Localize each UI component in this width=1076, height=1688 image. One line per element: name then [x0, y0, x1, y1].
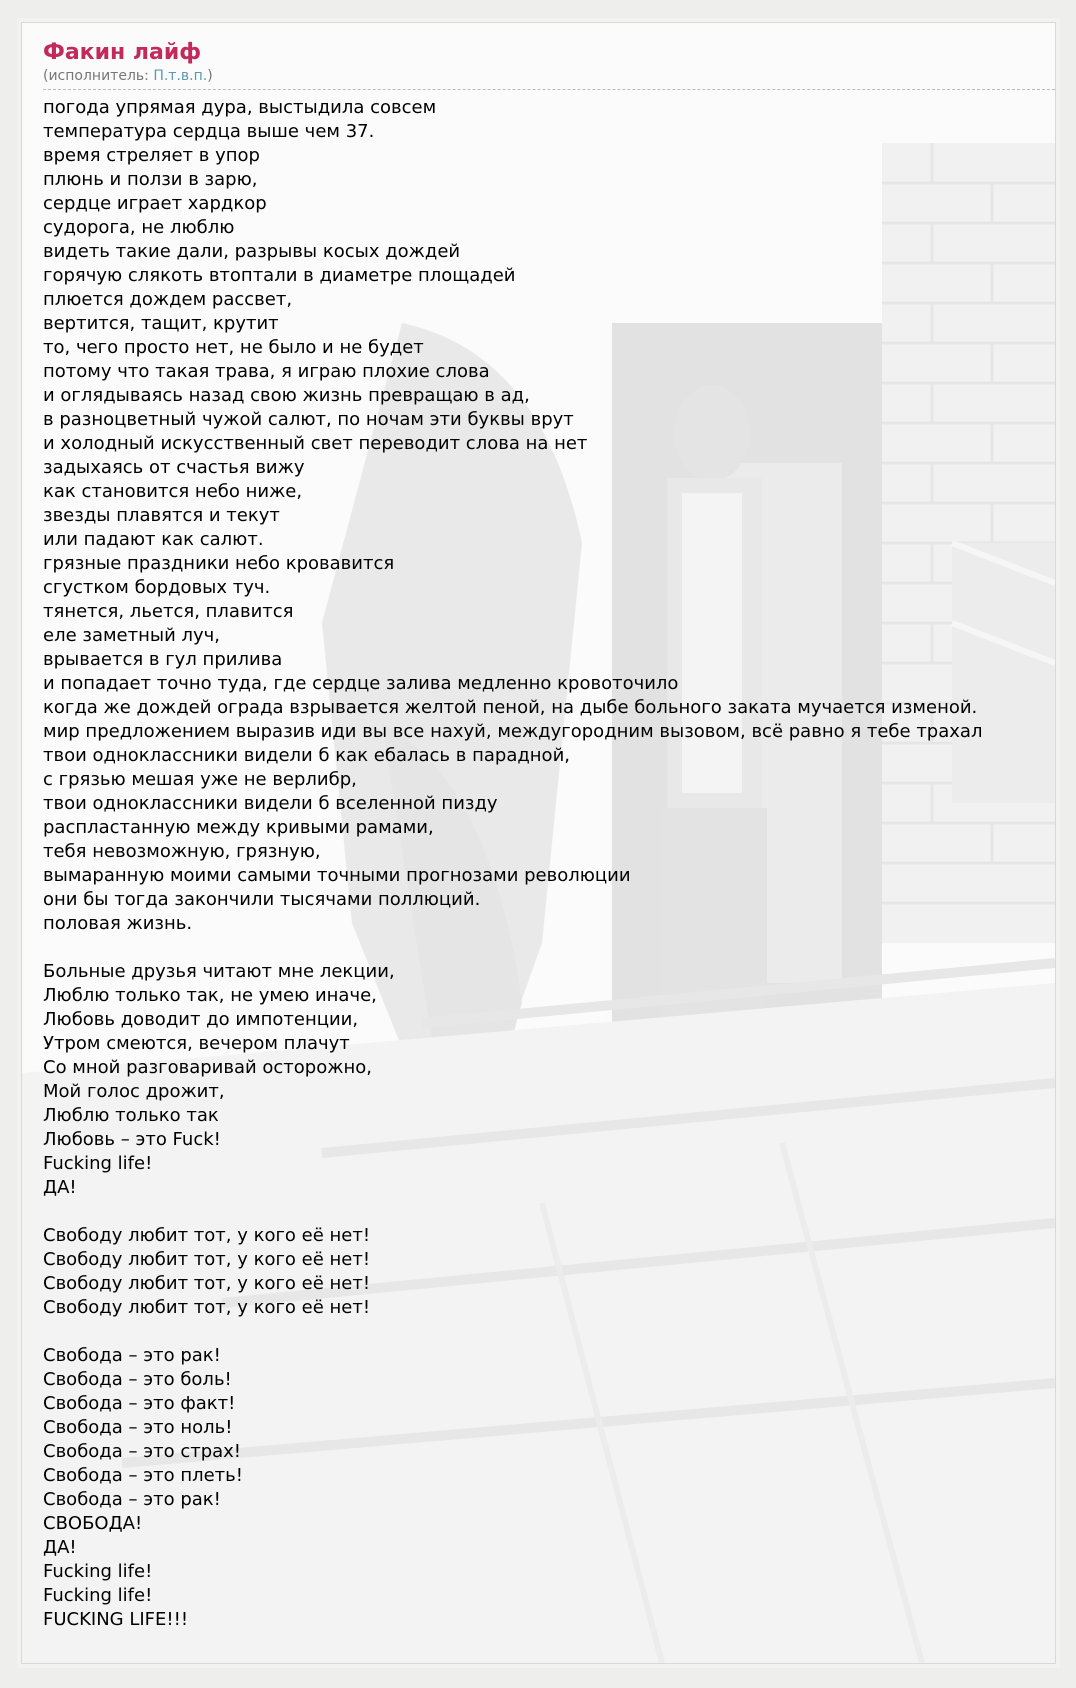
title-divider — [43, 89, 1055, 90]
performer-prefix: (исполнитель: — [43, 68, 154, 84]
lyrics-stanza-4: Свобода – это рак! Свобода – это боль! Свобода – это факт! Свобода – это ноль! Свобода – это страх! Свобода – это плеть! Свобода – это рак! СВОБОДА! ДА! Fucking life! Fucking life! FUCKING LIFE!!! — [43, 1345, 243, 1630]
lyrics-stanza-2: Больные друзья читают мне лекции, Люблю только так, не умею иначе, Любовь доводит до импотенции, Утром смеются, вечером плачут Со мной разговаривай осторожно, Мой голос дрожит, Люблю только так Любовь – это Fuck! Fucking life! ДА! — [43, 961, 395, 1198]
song-content — [43, 40, 1055, 1632]
stanza-gap — [43, 936, 1055, 960]
song-title: Факин лайф — [43, 40, 202, 65]
performer-line — [43, 67, 1055, 85]
performer-suffix: ) — [207, 68, 213, 84]
performer-link[interactable]: П.т.в.п. — [153, 68, 208, 84]
stanza-gap — [43, 1320, 1055, 1344]
lyrics-stanza-1: погода упрямая дура, выстыдила совсем температура сердца выше чем 37. время стреляет в упор плюнь и ползи в зарю, сердце играет хардкор судорога, не люблю видеть такие дали, разрывы косых дождей горячую слякоть втоптали в диаметре площадей плюется дождем рассвет, вертится, тащит, крутит то, чего просто нет, не было и не будет потому что такая трава, я играю плохие слова и оглядываясь назад свою жизнь превращаю в ад, в разноцветный чужой салют, по ночам эти буквы врут и холодный искусственный свет переводит слова на нет задыхаясь от счастья вижу как становится небо ниже, звезды плавятся и текут или падают как салют. грязные праздники небо кровавится сгустком бордовых туч. тянется, льется, плавится еле заметный луч, врывается в гул прилива и попадает точно туда, где сердце залива медленно кровоточило когда же дождей ограда взрывается желтой пеной, на дыбе больного заката мучается изменой. мир предложением выразив иди вы все нахуй, междугородним вызовом, всё равно я тебе трахал твои одноклассники видели б как ебалась в парадной, с грязью мешая уже не верлибр, твои одноклассники видели б вселенной пизду распластанную между кривыми рамами, тебя невозможную, грязную, вымаранную моими самыми точными прогнозами революции они бы тогда закончили тысячами поллюций. половая жизнь. — [43, 97, 983, 934]
lyrics-stanza-3: Свободу любит тот, у кого её нет! Свободу любит тот, у кого её нет! Свободу любит тот, у кого её нет! Свободу любит тот, у кого её нет! — [43, 1225, 371, 1318]
lyrics-frame — [21, 22, 1056, 1664]
stanza-gap — [43, 1200, 1055, 1224]
